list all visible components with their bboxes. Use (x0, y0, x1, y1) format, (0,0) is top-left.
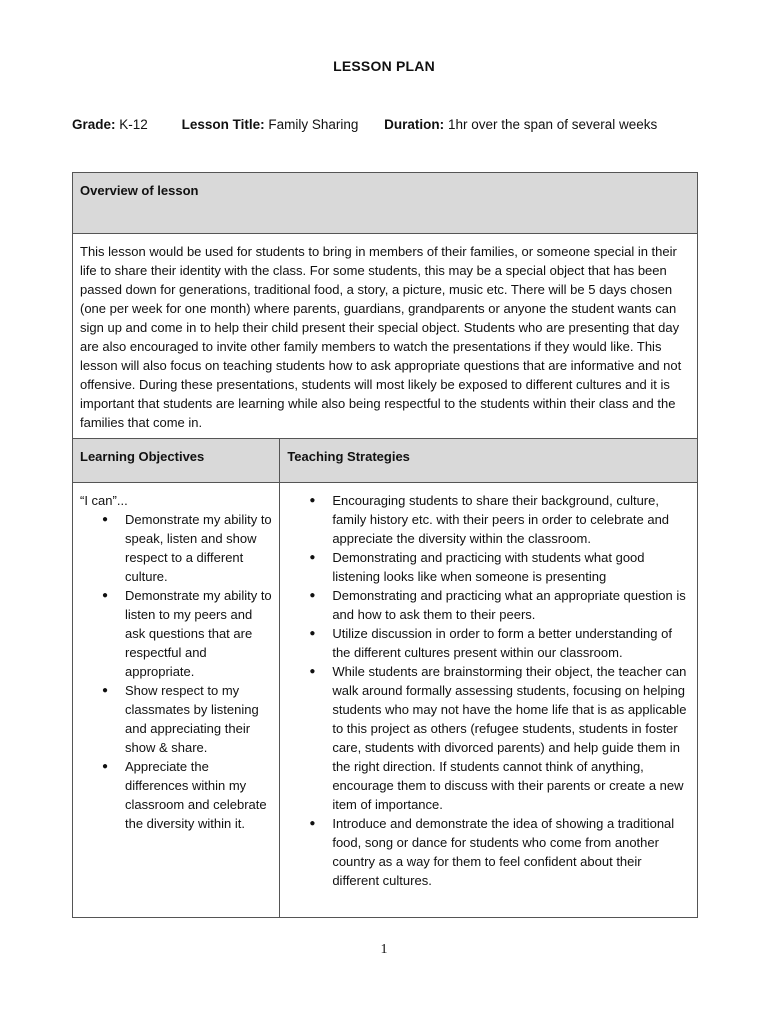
list-item: ● Demonstrate my ability to listen to my peers and ask questions that are respectful and appropriate. (80, 586, 273, 681)
overview-text: This lesson would be used for students to bring in members of their families, or someone special in their life to share their identity with the class. For some students, this may be a special object that has been passed down for generations, traditional food, a story, a picture, music etc. There will be 5 days chosen (one per week for one month) where parents, guardians, grandparents or anyone the student wants can sign up and come in to help their child present their special object. Students who are presenting that day are also encouraged to invite other family members to watch the presentations if they would like. This lesson will also focus on teaching students how to ask appropriate questions that are informative and not offensive. During these presentations, students will most likely be exposed to different cultures and it is important that students are learning while also being respectful to the students within their class and the families that come in. (73, 234, 698, 439)
grade-value: K-12 (119, 117, 148, 132)
grade-label: Grade: (72, 117, 116, 132)
i-can-intro: “I can”... (80, 493, 128, 508)
list-item: ● Demonstrating and practicing what an appropriate question is and how to ask them to their peers. (287, 586, 691, 624)
lesson-meta-line (72, 117, 657, 132)
list-item: ● Encouraging students to share their background, culture, family history etc. with their peers in order to celebrate and appreciate the diversity within the classroom. (287, 491, 691, 548)
teaching-strategies-cell (280, 483, 698, 918)
lesson-plan-table (72, 172, 698, 918)
overview-body-row (73, 234, 698, 439)
list-item: ● While students are brainstorming their object, the teacher can walk around formally assessing students, focusing on helping students who may not have the home life that is as applicable to this project as others (refugee students, students in foster care, students with divorced parents) and help guide them in the right direction. If students cannot think of anything, encourage them to discuss with their parents or create a new item of importance. (287, 662, 691, 814)
objectives-list (80, 510, 273, 833)
learning-objectives-cell (73, 483, 280, 918)
duration-label: Duration: (384, 117, 445, 132)
teaching-strategies-heading: Teaching Strategies (280, 439, 698, 483)
list-item: ● Show respect to my classmates by listening and appreciating their show & share. (80, 681, 273, 757)
strategies-list (287, 491, 691, 890)
lesson-title-value: Family Sharing (268, 117, 359, 132)
learning-objectives-heading: Learning Objectives (73, 439, 280, 483)
objectives-strategies-body-row (73, 483, 698, 918)
overview-heading: Overview of lesson (73, 173, 698, 234)
list-item: ● Demonstrate my ability to speak, listen and show respect to a different culture. (80, 510, 273, 586)
page-number: 1 (380, 942, 388, 957)
list-item: ● Appreciate the differences within my classroom and celebrate the diversity within it. (80, 757, 273, 833)
objectives-strategies-header-row (73, 439, 698, 483)
page-title: LESSON PLAN (333, 58, 435, 74)
duration-value: 1hr over the span of several weeks (447, 117, 658, 132)
overview-header-row (73, 173, 698, 234)
list-item: ● Introduce and demonstrate the idea of showing a traditional food, song or dance for students who come from another country as a way for them to feel confident about their different cultures. (287, 814, 691, 890)
lesson-title-label: Lesson Title: (181, 117, 265, 132)
list-item: ● Utilize discussion in order to form a better understanding of the different cultures present within our classroom. (287, 624, 691, 662)
list-item: ● Demonstrating and practicing with students what good listening looks like when someone is presenting (287, 548, 691, 586)
